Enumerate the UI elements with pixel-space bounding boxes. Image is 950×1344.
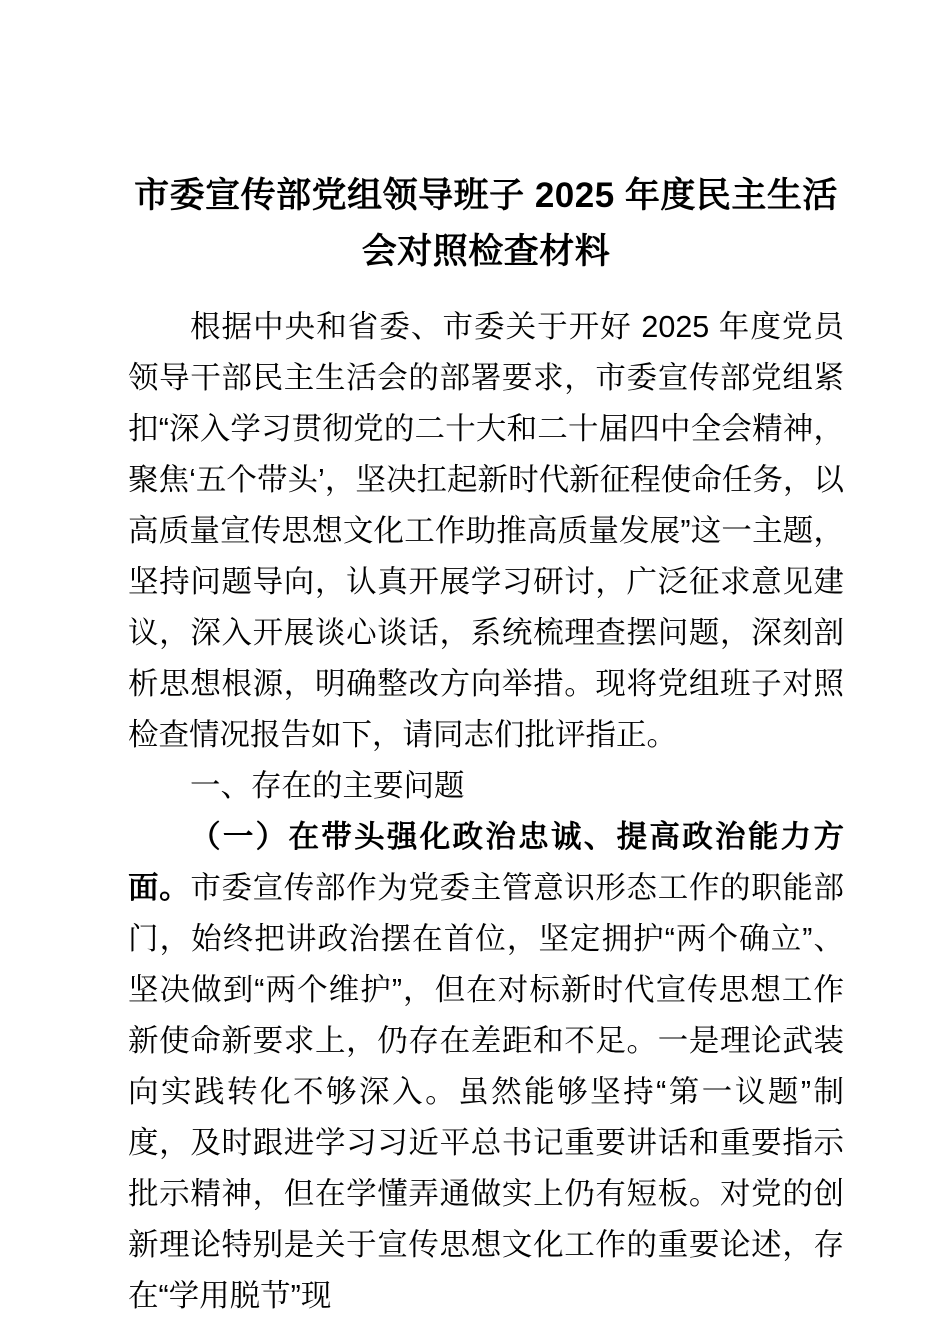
page-title-line-1 [134,176,838,271]
subsection-1-body: 市委宣传部作为党委主管意识形态工作的职能部门，始终把讲政治摆在首位，坚定拥护“两个确立”、坚决做到“两个维护”，但在对标新时代宣传思想工作新使命新要求上，仍存在差距和不足。一是理论武装向实践转化不够深入。虽然能够坚持“第一议题”制度，及时跟进学习习近平总书记重要讲话和重要指示批示精神，但在学懂弄通做实上仍有短板。对党的创新理论特别是关于宣传思想文化工作的重要论述，存在“学用脱节”现 [128,871,845,1313]
page-title [128,168,844,280]
subsection-1-paragraph [128,812,844,1322]
subsection-1-lead: （一）在带头强化政治忠诚、提高政治能力方面。 [128,820,844,905]
intro-paragraph: 根据中央和省委、市委关于开好 2025 年度党员领导干部民主生活会的部署要求，市委宣传部党组紧扣“深入学习贯彻党的二十大和二十届四中全会精神，聚焦‘五个带头’，坚决扛起新时代新征程使命任务，以高质量宣传思想文化工作助推高质量发展”这一主题，坚持问题导向，认真开展学习研讨，广泛征求意见建议，深入开展谈心谈话，系统梳理查摆问题，深刻剖析思想根源，明确整改方向举措。现将党组班子对照检查情况报告如下，请同志们批评指正。 [128,310,844,752]
page-title-text: 市委宣传部党组领导班子 2025 年度民主生活会对照检查材料 [134,176,838,271]
document-content [128,168,844,1322]
section-heading-1: 一、存在的主要问题 [190,769,465,803]
